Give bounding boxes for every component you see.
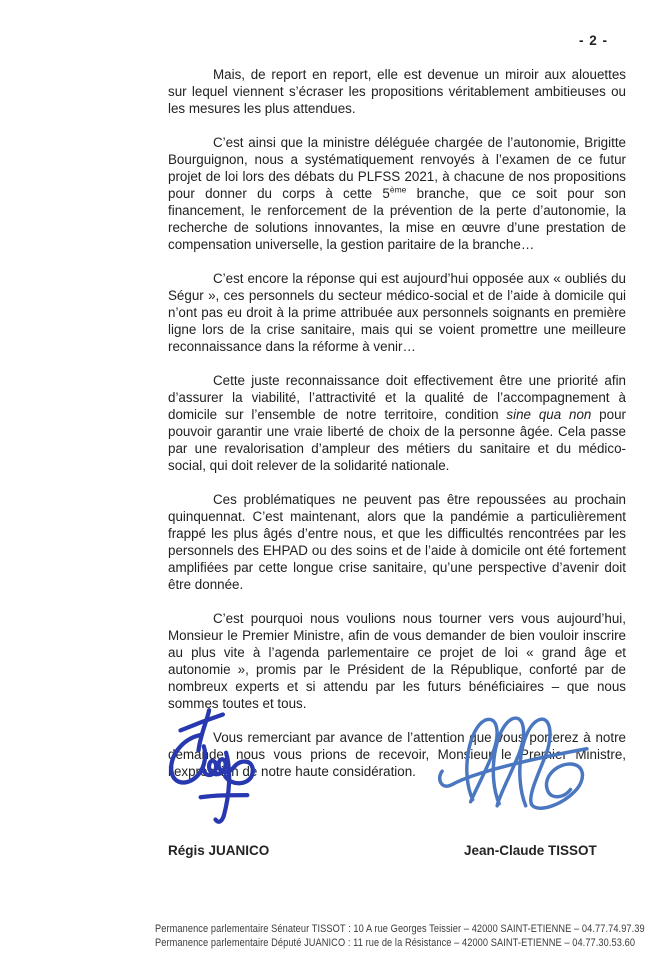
handwritten-signature-tissot [434, 708, 597, 815]
signatory-name: Régis JUANICO [168, 843, 270, 858]
paragraph: Ces problématiques ne peuvent pas être repoussées au prochain quinquennat. C’est maintenant, alors que la pandémie a particulièrement frappé les plus âgés d’entre nous, et que les difficultés rencontrées par les personnels des EHPAD ou des soins et de l’aide à domicile ont été fortement amplifiées par cette longue crise sanitaire, qu’une perspective d’avenir doit être donnée. [168, 492, 626, 592]
paragraph-text: C’est ainsi que la ministre déléguée chargée de l’autonomie, Brigitte Bourguignon, nous a systématiquement renvoyés à l’examen de ce futur projet de loi lors des débats du PLFSS 2021, à chacune de nos propositions pour donner du corps à cette 5 [168, 135, 626, 201]
page-number: - 2 - [578, 33, 608, 48]
paragraph-text: branche, que ce soit pour son financement, le renforcement de la prévention de la perte d’autonomie, la recherche de solutions innovantes, la mise en œuvre d’une prestation de compensation universelle, la gestion paritaire de la branche… [168, 186, 626, 252]
paragraph: C’est encore la réponse qui est aujourd’hui opposée aux « oubliés du Ségur », ces personnels du secteur médico-social et de l’aide à domicile qui n’ont pas eu droit à la prime attribuée aux personnels soignants en première ligne lors de la crise sanitaire, mais qui se voient promettre une meilleure reconnaissance dans la réforme à venir… [168, 271, 626, 354]
paragraph: Vous remerciant par avance de l’attention que vous porterez à notre demande, nous vous prions de recevoir, Monsieur le Premier Ministre, l’expression de notre haute considération. [168, 730, 626, 779]
signatory-name: Jean-Claude TISSOT [464, 843, 597, 858]
paragraph [168, 372, 626, 474]
footer-line: Permanence parlementaire Député JUANICO : 11 rue de la Résistance – 42000 SAINT-ETIENNE – 04.77.30.53.60 [155, 937, 636, 949]
paragraph: Mais, de report en report, elle est devenue un miroir aux alouettes sur lequel viennent s’écraser les propositions véritablement ambitieuses ou les mesures les plus attendues. [168, 67, 626, 116]
signature-stroke-group [440, 718, 587, 808]
letter-body [168, 66, 626, 797]
latin-phrase-italic: sine qua non [506, 407, 592, 422]
paragraph-text: Cette juste reconnaissance doit effectivement être une priorité afin d’assurer la viabilité, l’attractivité et la qualité de l’accompagnement à domicile sur l’ensemble de notre territoire, condition [168, 373, 626, 422]
paragraph: C’est pourquoi nous voulions nous tourner vers vous aujourd’hui, Monsieur le Premier Ministre, afin de vous demander de bien vouloir inscrire au plus vite à l’agenda parlementaire ce projet de loi « grand âge et autonomie », promis par le Président de la République, conforté par de nombreux experts et si attendu par les futurs bénéficiaires – que nous sommes toutes et tous. [168, 611, 626, 711]
paragraph-text: pour pouvoir garantir une vraie liberté de choix de la personne âgée. Cela passe par une revalorisation d’ampleur des métiers du sanitaire et du médico-social, qui doit relever de la solidarité nationale. [168, 407, 626, 473]
signature-stroke-group [171, 710, 253, 821]
superscript-text: ème [389, 184, 407, 195]
letterhead-footer [155, 922, 645, 950]
footer-line: Permanence parlementaire Sénateur TISSOT : 10 A rue Georges Teissier – 42000 SAINT-ETIENNE – 04.77.74.97.39 [155, 923, 645, 935]
handwritten-signature-juanico [162, 706, 270, 828]
paragraph [168, 134, 626, 253]
